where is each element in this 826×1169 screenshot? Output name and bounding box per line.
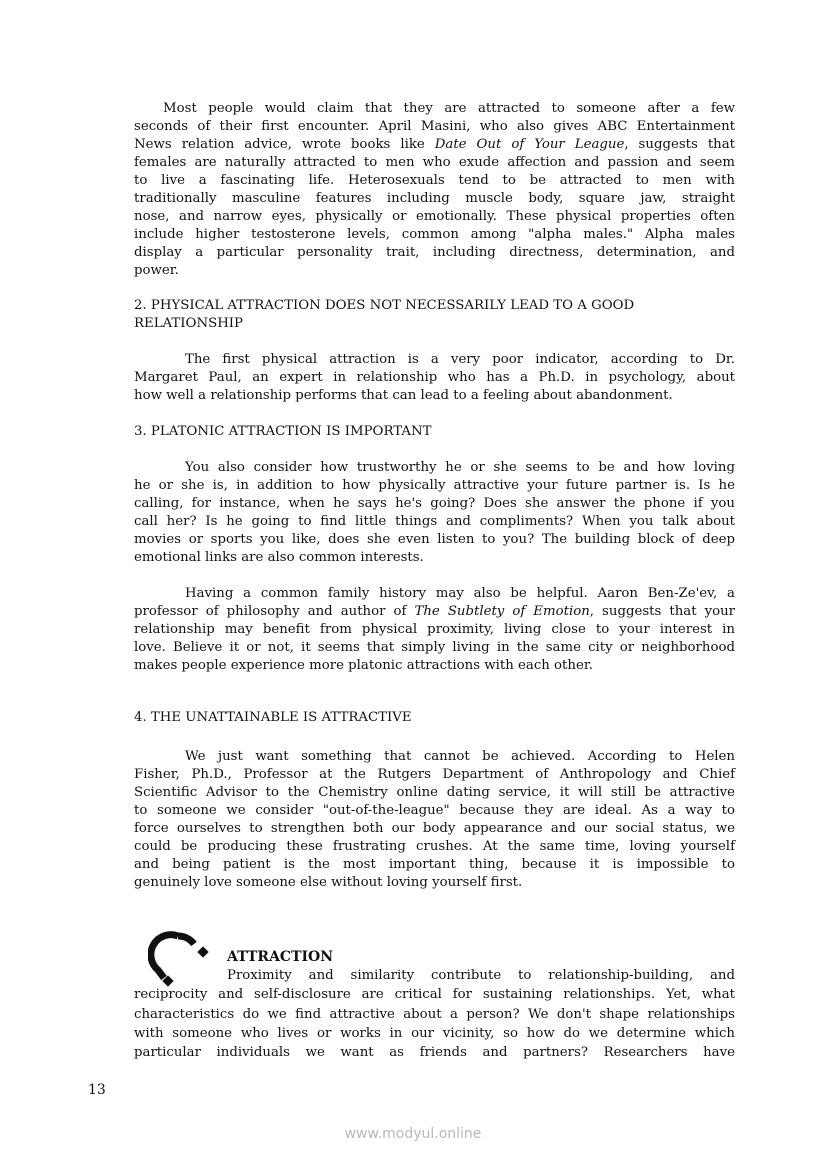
text-segment: , suggests that [624,137,735,152]
text-line: relationship may benefit from physical proximity, living close to your interest in [134,622,735,637]
text-line: You also consider how trustworthy he or she seems to be and how loving [185,460,735,475]
text-line: 2. PHYSICAL ATTRACTION DOES NOT NECESSARILY LEAD TO A GOOD [134,298,635,313]
text-line: include higher testosterone levels, common among "alpha males." Alpha males [134,227,735,242]
text-line [134,136,735,154]
text-line: to someone we consider "out-of-the-league" because they are ideal. As a way to [134,803,735,818]
text-line: Scientific Advisor to the Chemistry online dating service, it will still be attractive [134,785,735,800]
paragraph-unattainable [134,748,735,892]
text-line: 3. PLATONIC ATTRACTION IS IMPORTANT [134,424,432,439]
text-line: Most people would claim that they are attracted to someone after a few [163,101,735,116]
text-line: how well a relationship performs that can lead to a feeling about abandonment. [134,388,673,403]
text-line: display a particular personality trait, including directness, determination, and [134,245,735,260]
heading-unattainable [134,709,735,727]
text-line: love. Believe it or not, it seems that simply living in the same city or neighborhood [134,640,735,655]
text-line: reciprocity and self-disclosure are critical for sustaining relationships. Yet, what [134,987,735,1003]
text-line: RELATIONSHIP [134,316,243,331]
text-segment: , suggests that your [589,604,736,619]
footer-watermark: www.modyul.online [344,1126,482,1142]
heading-physical-attraction [134,297,735,333]
text-line: calling, for instance, when he says he's going? Does she answer the phone if you [134,496,735,511]
paragraph-intro [134,100,735,280]
text-line: call her? Is he going to find little things and compliments? When you talk about [134,514,735,529]
text-line: Proximity and similarity contribute to relationship-building, and [227,968,735,983]
text-line: movies or sports you like, does she even listen to you? The building block of deep [134,532,735,547]
text-line [134,603,735,621]
text-line: he or she is, in addition to how physically attractive your future partner is. Is he [134,478,735,493]
text-segment: professor of philosophy and author of [134,604,415,619]
text-line: could be producing these frustrating crushes. At the same time, loving yourself [134,839,735,854]
text-line: traditionally masculine features including muscle body, square jaw, straight [134,191,735,206]
book-title: Date Out of Your League [434,137,625,152]
book-title: The Subtlety of Emotion [414,604,590,619]
text-line: emotional links are also common interests. [134,550,424,565]
text-line: Margaret Paul, an expert in relationship who has a Ph.D. in psychology, about [134,370,735,385]
text-line: genuinely love someone else without loving yourself first. [134,875,523,890]
paragraph-physical-attraction [134,351,735,405]
text-line: females are naturally attracted to men who exude affection and passion and seem [134,155,735,170]
text-line: seconds of their first encounter. April Masini, who also gives ABC Entertainment [134,119,735,134]
text-line: Fisher, Ph.D., Professor at the Rutgers Department of Anthropology and Chief [134,767,735,782]
paragraph-platonic-attraction [134,459,735,567]
text-line: The first physical attraction is a very poor indicator, according to Dr. [185,352,735,367]
text-line: nose, and narrow eyes, physically or emotionally. These physical properties often [134,209,735,224]
text-line: makes people experience more platonic attractions with each other. [134,658,593,673]
text-line: power. [134,263,179,278]
text-line: We just want something that cannot be achieved. According to Helen [185,749,735,764]
text-line: characteristics do we find attractive about a person? We don't shape relationships [134,1006,735,1022]
text-line: 4. THE UNATTAINABLE IS ATTRACTIVE [134,710,412,725]
paragraph-attraction [134,966,735,1062]
section-title-attraction: ATTRACTION [227,949,334,965]
text-line: Having a common family history may also be helpful. Aaron Ben-Ze'ev, a [185,586,735,601]
heading-platonic-attraction [134,423,735,441]
text-segment: News relation advice, wrote books like [134,137,435,152]
paragraph-family-history [134,585,735,675]
text-line: force ourselves to strengthen both our body appearance and our social status, we [134,821,735,836]
text-line: particular individuals we want as friends and partners? Researchers have [134,1045,735,1061]
text-line: to live a fascinating life. Heterosexuals tend to be attracted to men with [134,173,735,188]
text-line: and being patient is the most important thing, because it is impossible to [134,857,735,872]
page-number: 13 [88,1082,106,1098]
text-line: with someone who lives or works in our vicinity, so how do we determine which [134,1025,735,1041]
